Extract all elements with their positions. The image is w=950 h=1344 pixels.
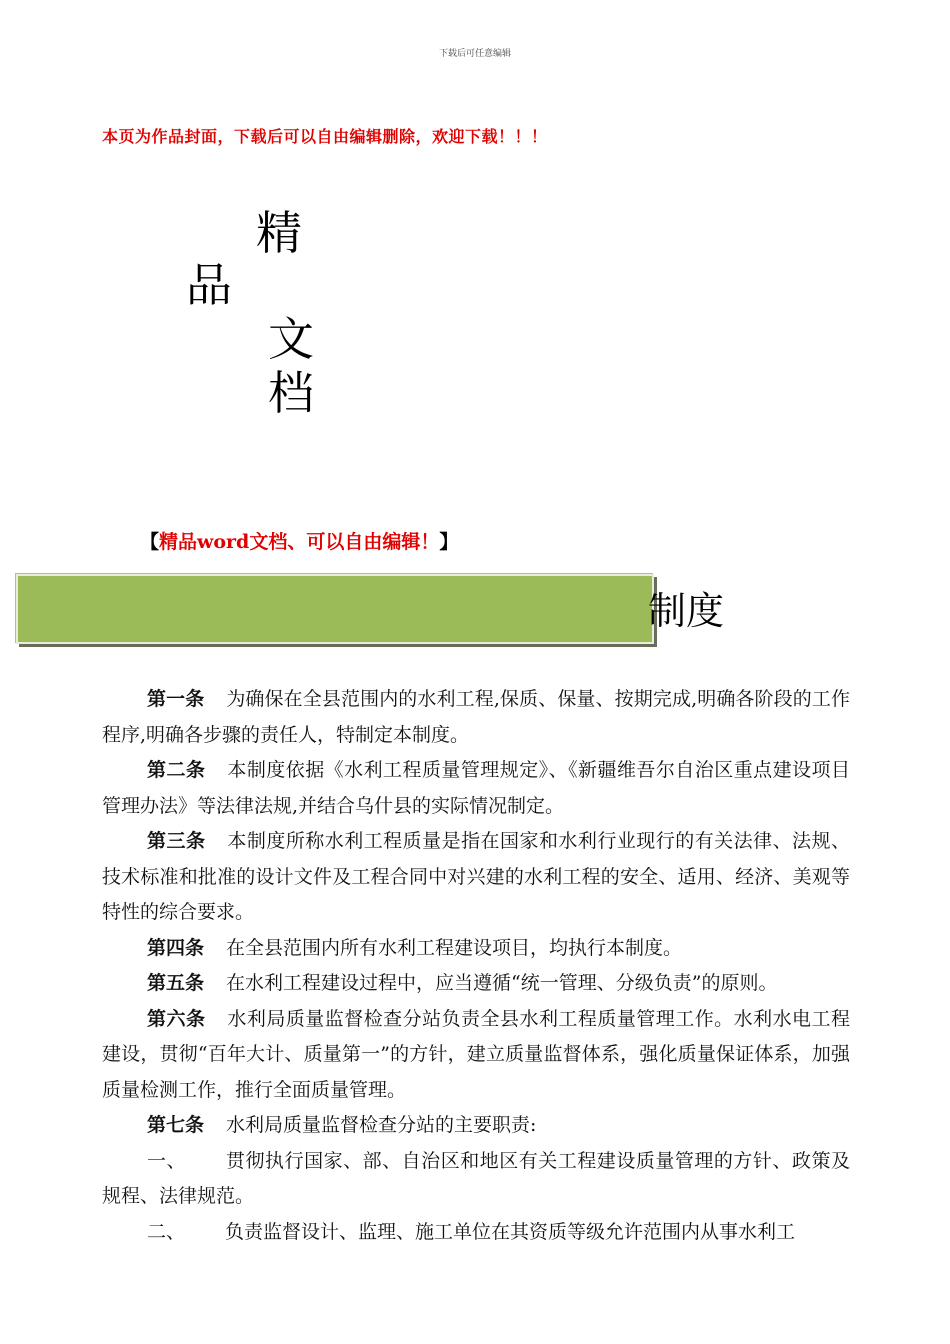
article-label: 第七条 [147, 1114, 205, 1136]
duty-number: 一、 [147, 1149, 187, 1172]
duty-1 [102, 1144, 850, 1215]
article-label: 第一条 [147, 688, 205, 710]
cover-char-dang: 档 [268, 366, 314, 420]
title-banner [16, 574, 654, 644]
duty-text: 负责监督设计、监理、施工单位在其资质等级允许范围内从事水利工 [225, 1220, 796, 1243]
article-5 [102, 966, 850, 1002]
article-text: 水利局质量监督检查分站的主要职责: [226, 1114, 537, 1136]
article-7 [102, 1108, 850, 1144]
tagline-open-bracket: 【 [140, 531, 160, 553]
article-text: 本制度所称水利工程质量是指在国家和水利行业现行的有关法律、法规、技术标准和批准的设计文件及工程合同中对兴建的水利工程的安全、适用、经济、美观等特性的综合要求。 [102, 830, 850, 923]
article-2 [102, 753, 850, 824]
cover-char-wen: 文 [268, 312, 314, 366]
duty-text: 贯彻执行国家、部、自治区和地区有关工程建设质量管理的方针、政策及规程、法律规范。 [102, 1149, 850, 1207]
article-label: 第四条 [147, 936, 205, 959]
article-1 [102, 682, 850, 753]
article-3 [102, 824, 850, 931]
duty-2 [102, 1215, 850, 1251]
cover-tagline [140, 527, 458, 554]
article-text: 在全县范围内所有水利工程建设项目，均执行本制度。 [226, 936, 683, 959]
header-note: 下载后可任意编辑 [438, 49, 511, 59]
article-label: 第五条 [147, 972, 205, 994]
cover-notice: 本页为作品封面，下载后可以自由编辑删除，欢迎下载！！！ [102, 127, 548, 146]
article-6 [102, 1002, 850, 1109]
cover-char-jing: 精 [256, 206, 302, 260]
tagline-close-bracket: 】 [439, 531, 459, 553]
document-title-tail: 制度 [648, 589, 725, 633]
article-label: 第六条 [147, 1007, 206, 1030]
article-text: 为确保在全县范围内的水利工程,保质、保量、按期完成,明确各阶段的工作程序,明确各步骤的责任人，特制定本制度。 [102, 688, 850, 746]
duty-number: 二、 [147, 1220, 186, 1243]
article-text: 本制度依据《水利工程质量管理规定》、《新疆维吾尔自治区重点建设项目管理办法》等法律法规,并结合乌什县的实际情况制定。 [102, 759, 850, 817]
article-text: 在水利工程建设过程中，应当遵循“统一管理、分级负责”的原则。 [226, 972, 778, 994]
tagline-text: 精品word文档、可以自由编辑！ [159, 531, 440, 553]
article-label: 第三条 [147, 830, 206, 852]
article-text: 水利局质量监督检查分站负责全县水利工程质量管理工作。水利水电工程建设，贯彻“百年大计、质量第一”的方针，建立质量监督体系，强化质量保证体系，加强质量检测工作，推行全面质量管理。 [102, 1007, 850, 1101]
article-label: 第二条 [147, 759, 206, 781]
cover-char-pin: 品 [186, 258, 232, 312]
document-body [102, 682, 850, 1250]
article-4 [102, 931, 850, 967]
